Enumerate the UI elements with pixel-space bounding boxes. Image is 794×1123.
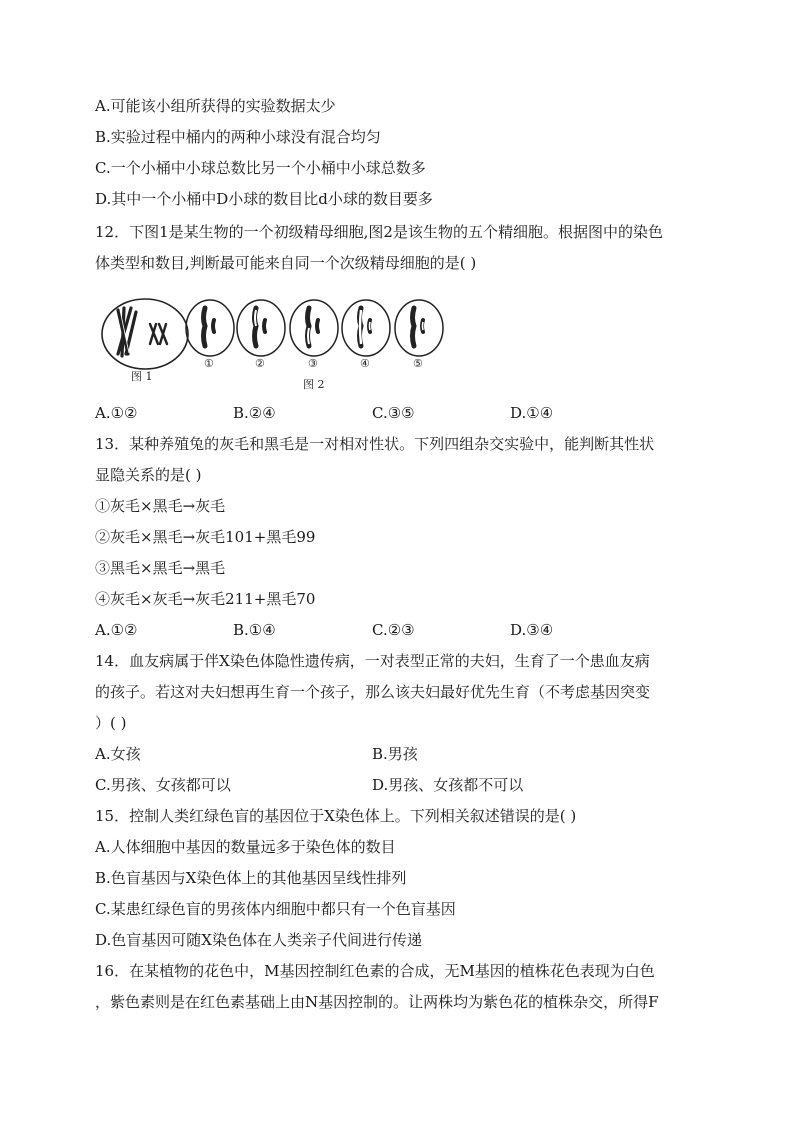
cell-number-5: ⑤ (413, 357, 423, 370)
q13-stem-line2: 显隐关系的是( ) (95, 466, 202, 484)
q14-stem-line3: ）( ) (95, 714, 127, 732)
q13-option-c: C.②③ (372, 621, 415, 639)
cell-number-2: ② (255, 357, 265, 370)
q12-figure (98, 296, 458, 396)
fig1-primary-spermatocyte (102, 299, 188, 369)
q14-option-b: B.男孩 (372, 745, 418, 763)
chromosome-diagram (98, 296, 458, 396)
q12-option-b: B.②④ (233, 404, 276, 422)
cell-number-1: ① (204, 357, 214, 370)
q11-option-a: A.可能该小组所获得的实验数据太少 (95, 97, 336, 115)
q14-stem-line2: 的孩子。若这对夫妇想再生育一个孩子，那么该夫妇最好优先生育（不考虑基因突变 (95, 683, 651, 701)
q14-option-a: A.女孩 (95, 745, 141, 763)
q13-option-b: B.①④ (233, 621, 276, 639)
q12-stem-line1: 12．下图1是某生物的一个初级精母细胞,图2是该生物的五个精细胞。根据图中的染色 (95, 223, 663, 241)
spermatid-cell-3 (290, 300, 338, 356)
q13-item-4: ④灰毛×灰毛→灰毛211+黑毛70 (95, 590, 316, 608)
fig1-label: 图 1 (131, 370, 153, 383)
q15-option-d: D.色盲基因可随X染色体在人类亲子代间进行传递 (95, 931, 422, 949)
spermatid-cell-1 (186, 300, 234, 356)
q14-stem-line1: 14．血友病属于伴X染色体隐性遗传病，一对表型正常的夫妇，生育了一个患血友病 (95, 652, 650, 670)
q12-option-a: A.①② (95, 404, 138, 422)
q16-stem-line2: ，紫色素则是在红色素基础上由N基因控制的。让两株均为紫色花的植株杂交，所得F (95, 993, 659, 1011)
cell-number-3: ③ (308, 357, 318, 370)
q12-option-c: C.③⑤ (372, 404, 415, 422)
q14-option-c: C.男孩、女孩都可以 (95, 776, 231, 794)
q15-option-a: A.人体细胞中基因的数量远多于染色体的数目 (95, 838, 396, 856)
q11-option-d: D.其中一个小桶中D小球的数目比d小球的数目要多 (95, 190, 433, 208)
q12-stem-line2: 体类型和数目,判断最可能来自同一个次级精母细胞的是( ) (95, 254, 477, 272)
q13-option-d: D.③④ (510, 621, 554, 639)
q16-stem-line1: 16．在某植物的花色中，M基因控制红色素的合成，无M基因的植株花色表现为白色 (95, 962, 655, 980)
q13-option-a: A.①② (95, 621, 138, 639)
q12-option-d: D.①④ (510, 404, 554, 422)
q11-option-c: C.一个小桶中小球总数比另一个小桶中小球总数多 (95, 159, 426, 177)
q13-stem-line1: 13．某种养殖兔的灰毛和黑毛是一对相对性状。下列四组杂交实验中，能判断其性状 (95, 435, 655, 453)
q11-option-b: B.实验过程中桶内的两种小球没有混合均匀 (95, 128, 381, 146)
q15-stem-line1: 15．控制人类红绿色盲的基因位于X染色体上。下列相关叙述错误的是( ) (95, 807, 577, 825)
q15-option-b: B.色盲基因与X染色体上的其他基因呈线性排列 (95, 869, 407, 887)
cell-number-4: ④ (360, 357, 370, 370)
fig2-label: 图 2 (303, 378, 325, 391)
spermatid-cell-4 (342, 300, 390, 356)
q14-option-d: D.男孩、女孩都不可以 (372, 776, 524, 794)
spermatid-cell-2 (237, 300, 285, 356)
q13-item-2: ②灰毛×黑毛→灰毛101+黑毛99 (95, 528, 316, 546)
q13-item-3: ③黑毛×黑毛→黑毛 (95, 559, 226, 577)
q15-option-c: C.某患红绿色盲的男孩体内细胞中都只有一个色盲基因 (95, 900, 456, 918)
spermatid-cell-5 (395, 300, 443, 356)
q13-item-1: ①灰毛×黑毛→灰毛 (95, 497, 226, 515)
